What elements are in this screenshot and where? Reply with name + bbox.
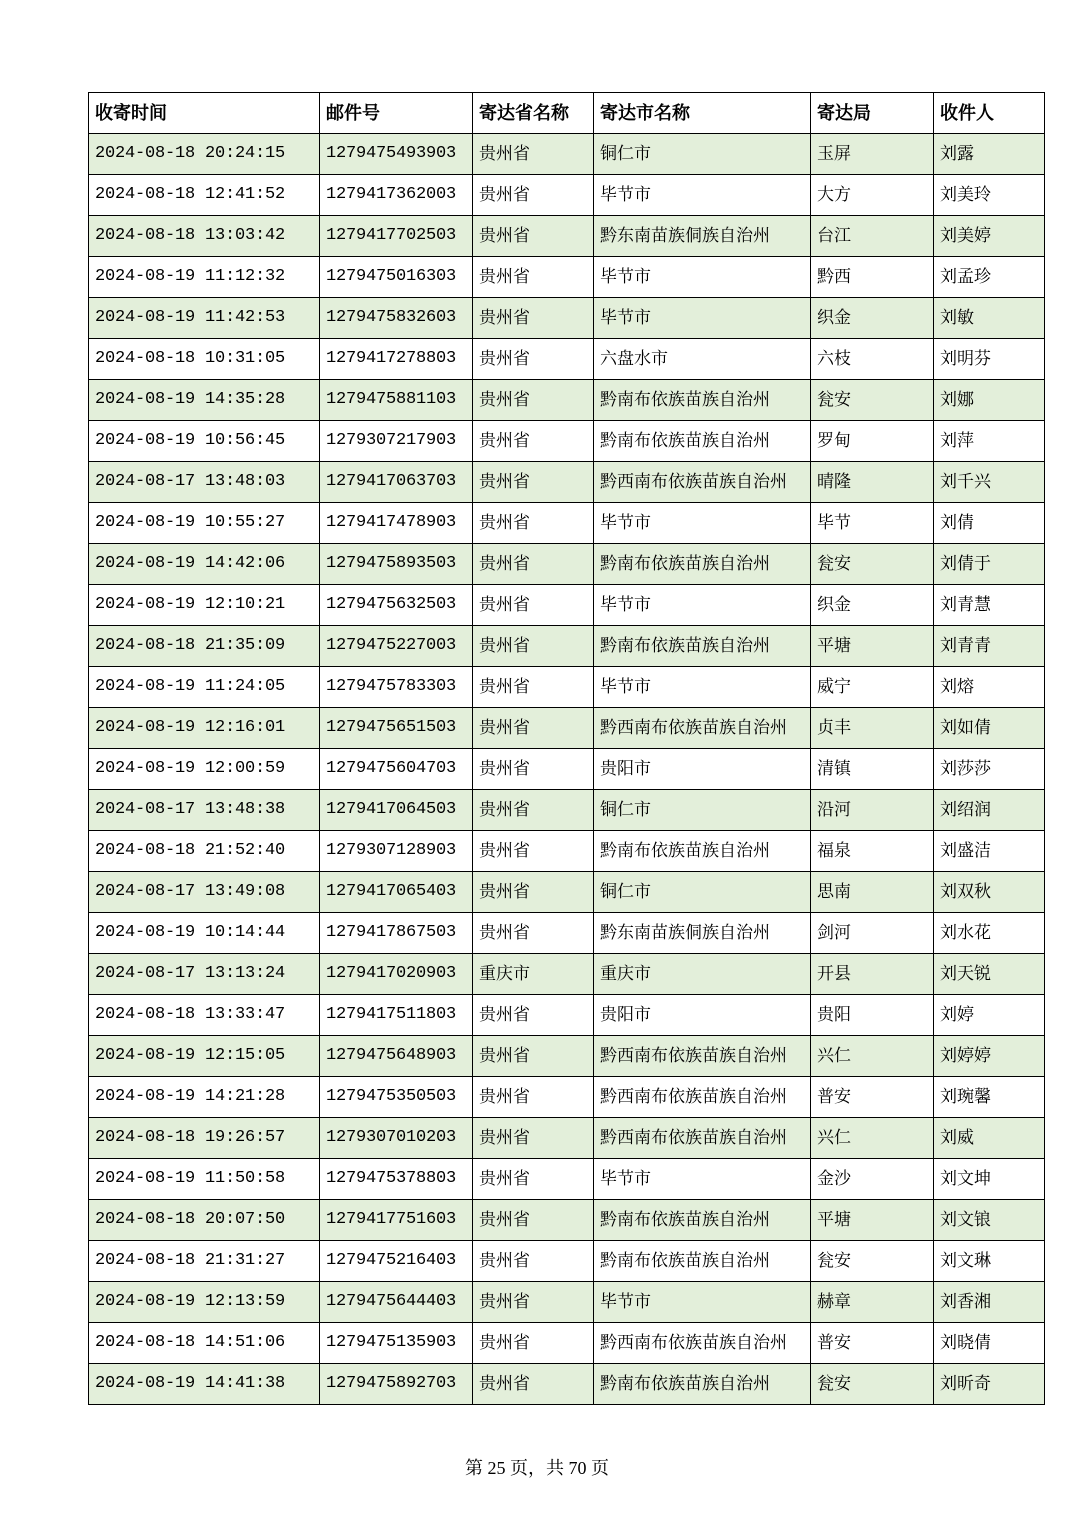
cell-city: 黔西南布依族苗族自治州	[594, 1323, 811, 1364]
column-header-delivery-bureau: 寄达局	[811, 93, 934, 134]
table-row	[89, 585, 1045, 626]
cell-city: 黔西南布依族苗族自治州	[594, 1077, 811, 1118]
cell-mail-number: 1279417064503	[320, 790, 473, 831]
cell-receive-time: 2024-08-19 14:35:28	[89, 380, 320, 421]
cell-mail-number: 1279307217903	[320, 421, 473, 462]
cell-city: 毕节市	[594, 667, 811, 708]
cell-city: 毕节市	[594, 298, 811, 339]
cell-recipient: 刘倩	[934, 503, 1045, 544]
cell-mail-number: 1279417867503	[320, 913, 473, 954]
table-row	[89, 1036, 1045, 1077]
cell-delivery-bureau: 普安	[811, 1323, 934, 1364]
table-row	[89, 175, 1045, 216]
cell-mail-number: 1279417020903	[320, 954, 473, 995]
cell-province: 贵州省	[473, 1077, 594, 1118]
column-header-city: 寄达市名称	[594, 93, 811, 134]
cell-recipient: 刘如倩	[934, 708, 1045, 749]
cell-mail-number: 1279475892703	[320, 1364, 473, 1405]
cell-recipient: 刘美婷	[934, 216, 1045, 257]
table-row	[89, 1077, 1045, 1118]
cell-mail-number: 1279307010203	[320, 1118, 473, 1159]
cell-city: 毕节市	[594, 1282, 811, 1323]
table-row	[89, 421, 1045, 462]
cell-delivery-bureau: 普安	[811, 1077, 934, 1118]
cell-city: 重庆市	[594, 954, 811, 995]
cell-mail-number: 1279475350503	[320, 1077, 473, 1118]
table-row	[89, 872, 1045, 913]
cell-city: 黔南布依族苗族自治州	[594, 421, 811, 462]
cell-province: 贵州省	[473, 503, 594, 544]
cell-province: 贵州省	[473, 380, 594, 421]
cell-province: 重庆市	[473, 954, 594, 995]
table-row	[89, 503, 1045, 544]
table-row	[89, 913, 1045, 954]
cell-mail-number: 1279417362003	[320, 175, 473, 216]
cell-receive-time: 2024-08-19 11:42:53	[89, 298, 320, 339]
cell-province: 贵州省	[473, 1282, 594, 1323]
table-header-row	[89, 93, 1045, 134]
cell-province: 贵州省	[473, 1036, 594, 1077]
cell-province: 贵州省	[473, 708, 594, 749]
cell-province: 贵州省	[473, 585, 594, 626]
cell-province: 贵州省	[473, 421, 594, 462]
table-row	[89, 380, 1045, 421]
cell-receive-time: 2024-08-19 12:13:59	[89, 1282, 320, 1323]
cell-city: 六盘水市	[594, 339, 811, 380]
cell-mail-number: 1279417702503	[320, 216, 473, 257]
cell-receive-time: 2024-08-19 14:21:28	[89, 1077, 320, 1118]
cell-receive-time: 2024-08-19 11:24:05	[89, 667, 320, 708]
cell-delivery-bureau: 黔西	[811, 257, 934, 298]
cell-recipient: 刘美玲	[934, 175, 1045, 216]
cell-receive-time: 2024-08-17 13:48:38	[89, 790, 320, 831]
cell-mail-number: 1279475832603	[320, 298, 473, 339]
cell-mail-number: 1279475016303	[320, 257, 473, 298]
cell-mail-number: 1279475783303	[320, 667, 473, 708]
cell-delivery-bureau: 台江	[811, 216, 934, 257]
cell-city: 黔西南布依族苗族自治州	[594, 1036, 811, 1077]
table-row	[89, 790, 1045, 831]
cell-province: 贵州省	[473, 1159, 594, 1200]
cell-delivery-bureau: 瓮安	[811, 1364, 934, 1405]
column-header-mail-number: 邮件号	[320, 93, 473, 134]
cell-province: 贵州省	[473, 1364, 594, 1405]
cell-delivery-bureau: 贵阳	[811, 995, 934, 1036]
cell-delivery-bureau: 平塘	[811, 1200, 934, 1241]
cell-receive-time: 2024-08-19 10:14:44	[89, 913, 320, 954]
cell-delivery-bureau: 瓮安	[811, 1241, 934, 1282]
cell-mail-number: 1279475651503	[320, 708, 473, 749]
cell-recipient: 刘威	[934, 1118, 1045, 1159]
table-row	[89, 216, 1045, 257]
cell-mail-number: 1279417478903	[320, 503, 473, 544]
cell-mail-number: 1279475493903	[320, 134, 473, 175]
cell-delivery-bureau: 剑河	[811, 913, 934, 954]
cell-recipient: 刘青青	[934, 626, 1045, 667]
cell-receive-time: 2024-08-18 20:07:50	[89, 1200, 320, 1241]
cell-city: 黔南布依族苗族自治州	[594, 1241, 811, 1282]
cell-mail-number: 1279475135903	[320, 1323, 473, 1364]
cell-mail-number: 1279475227003	[320, 626, 473, 667]
cell-recipient: 刘天锐	[934, 954, 1045, 995]
cell-mail-number: 1279307128903	[320, 831, 473, 872]
cell-delivery-bureau: 思南	[811, 872, 934, 913]
cell-province: 贵州省	[473, 1241, 594, 1282]
cell-delivery-bureau: 大方	[811, 175, 934, 216]
cell-mail-number: 1279475378803	[320, 1159, 473, 1200]
cell-recipient: 刘婷	[934, 995, 1045, 1036]
table-row	[89, 708, 1045, 749]
table-header	[89, 93, 1045, 134]
cell-recipient: 刘盛洁	[934, 831, 1045, 872]
cell-province: 贵州省	[473, 667, 594, 708]
cell-receive-time: 2024-08-18 14:51:06	[89, 1323, 320, 1364]
cell-receive-time: 2024-08-18 21:52:40	[89, 831, 320, 872]
cell-province: 贵州省	[473, 544, 594, 585]
cell-recipient: 刘娜	[934, 380, 1045, 421]
cell-delivery-bureau: 毕节	[811, 503, 934, 544]
cell-recipient: 刘水花	[934, 913, 1045, 954]
cell-city: 贵阳市	[594, 995, 811, 1036]
cell-province: 贵州省	[473, 175, 594, 216]
cell-city: 铜仁市	[594, 134, 811, 175]
cell-city: 毕节市	[594, 585, 811, 626]
cell-receive-time: 2024-08-19 12:10:21	[89, 585, 320, 626]
cell-receive-time: 2024-08-18 13:33:47	[89, 995, 320, 1036]
cell-recipient: 刘琬馨	[934, 1077, 1045, 1118]
table-row	[89, 995, 1045, 1036]
table-row	[89, 667, 1045, 708]
cell-delivery-bureau: 玉屏	[811, 134, 934, 175]
cell-recipient: 刘香湘	[934, 1282, 1045, 1323]
cell-receive-time: 2024-08-19 14:42:06	[89, 544, 320, 585]
cell-receive-time: 2024-08-19 11:12:32	[89, 257, 320, 298]
table-row	[89, 462, 1045, 503]
cell-city: 黔南布依族苗族自治州	[594, 380, 811, 421]
cell-province: 贵州省	[473, 831, 594, 872]
cell-receive-time: 2024-08-19 12:16:01	[89, 708, 320, 749]
cell-mail-number: 1279417065403	[320, 872, 473, 913]
cell-mail-number: 1279417751603	[320, 1200, 473, 1241]
cell-province: 贵州省	[473, 134, 594, 175]
cell-recipient: 刘孟珍	[934, 257, 1045, 298]
cell-province: 贵州省	[473, 749, 594, 790]
cell-city: 毕节市	[594, 257, 811, 298]
cell-receive-time: 2024-08-18 10:31:05	[89, 339, 320, 380]
cell-city: 黔南布依族苗族自治州	[594, 626, 811, 667]
table-row	[89, 1241, 1045, 1282]
table-row	[89, 954, 1045, 995]
cell-delivery-bureau: 兴仁	[811, 1036, 934, 1077]
cell-province: 贵州省	[473, 872, 594, 913]
cell-mail-number: 1279417511803	[320, 995, 473, 1036]
cell-recipient: 刘绍润	[934, 790, 1045, 831]
cell-province: 贵州省	[473, 790, 594, 831]
cell-recipient: 刘露	[934, 134, 1045, 175]
cell-delivery-bureau: 开县	[811, 954, 934, 995]
cell-delivery-bureau: 平塘	[811, 626, 934, 667]
table-body	[89, 134, 1045, 1405]
cell-recipient: 刘莎莎	[934, 749, 1045, 790]
cell-city: 毕节市	[594, 175, 811, 216]
cell-recipient: 刘婷婷	[934, 1036, 1045, 1077]
cell-delivery-bureau: 瓮安	[811, 380, 934, 421]
cell-mail-number: 1279417278803	[320, 339, 473, 380]
cell-recipient: 刘倩于	[934, 544, 1045, 585]
cell-province: 贵州省	[473, 339, 594, 380]
cell-delivery-bureau: 兴仁	[811, 1118, 934, 1159]
cell-recipient: 刘敏	[934, 298, 1045, 339]
cell-receive-time: 2024-08-19 10:55:27	[89, 503, 320, 544]
cell-city: 黔西南布依族苗族自治州	[594, 1118, 811, 1159]
cell-province: 贵州省	[473, 995, 594, 1036]
cell-recipient: 刘昕奇	[934, 1364, 1045, 1405]
cell-recipient: 刘文坤	[934, 1159, 1045, 1200]
cell-delivery-bureau: 清镇	[811, 749, 934, 790]
table-row	[89, 1323, 1045, 1364]
table-row	[89, 749, 1045, 790]
cell-receive-time: 2024-08-18 21:31:27	[89, 1241, 320, 1282]
cell-delivery-bureau: 福泉	[811, 831, 934, 872]
table-row	[89, 1159, 1045, 1200]
cell-province: 贵州省	[473, 257, 594, 298]
cell-city: 铜仁市	[594, 872, 811, 913]
cell-delivery-bureau: 威宁	[811, 667, 934, 708]
cell-receive-time: 2024-08-19 12:15:05	[89, 1036, 320, 1077]
cell-receive-time: 2024-08-18 21:35:09	[89, 626, 320, 667]
cell-province: 贵州省	[473, 462, 594, 503]
table-row	[89, 339, 1045, 380]
cell-delivery-bureau: 织金	[811, 298, 934, 339]
cell-city: 黔南布依族苗族自治州	[594, 544, 811, 585]
column-header-receive-time: 收寄时间	[89, 93, 320, 134]
cell-province: 贵州省	[473, 1323, 594, 1364]
cell-recipient: 刘双秋	[934, 872, 1045, 913]
table-row	[89, 1200, 1045, 1241]
cell-city: 铜仁市	[594, 790, 811, 831]
cell-city: 黔西南布依族苗族自治州	[594, 462, 811, 503]
cell-city: 黔南布依族苗族自治州	[594, 1200, 811, 1241]
table-row	[89, 544, 1045, 585]
page-footer: 第 25 页，共 70 页	[465, 1458, 609, 1478]
cell-mail-number: 1279417063703	[320, 462, 473, 503]
cell-delivery-bureau: 贞丰	[811, 708, 934, 749]
column-header-province: 寄达省名称	[473, 93, 594, 134]
cell-mail-number: 1279475604703	[320, 749, 473, 790]
cell-delivery-bureau: 赫章	[811, 1282, 934, 1323]
cell-recipient: 刘文锒	[934, 1200, 1045, 1241]
cell-city: 贵阳市	[594, 749, 811, 790]
cell-mail-number: 1279475881103	[320, 380, 473, 421]
table-row	[89, 1282, 1045, 1323]
cell-city: 黔东南苗族侗族自治州	[594, 913, 811, 954]
cell-province: 贵州省	[473, 913, 594, 954]
cell-province: 贵州省	[473, 1200, 594, 1241]
cell-mail-number: 1279475632503	[320, 585, 473, 626]
cell-recipient: 刘千兴	[934, 462, 1045, 503]
cell-receive-time: 2024-08-19 10:56:45	[89, 421, 320, 462]
cell-recipient: 刘萍	[934, 421, 1045, 462]
cell-receive-time: 2024-08-19 11:50:58	[89, 1159, 320, 1200]
table-row	[89, 134, 1045, 175]
cell-receive-time: 2024-08-18 12:41:52	[89, 175, 320, 216]
cell-city: 黔南布依族苗族自治州	[594, 1364, 811, 1405]
cell-delivery-bureau: 晴隆	[811, 462, 934, 503]
cell-delivery-bureau: 沿河	[811, 790, 934, 831]
table-row	[89, 1118, 1045, 1159]
cell-receive-time: 2024-08-17 13:48:03	[89, 462, 320, 503]
table-row	[89, 626, 1045, 667]
cell-recipient: 刘文琳	[934, 1241, 1045, 1282]
table-row	[89, 1364, 1045, 1405]
cell-recipient: 刘晓倩	[934, 1323, 1045, 1364]
cell-city: 黔西南布依族苗族自治州	[594, 708, 811, 749]
mail-records-table	[88, 92, 1045, 1405]
cell-delivery-bureau: 瓮安	[811, 544, 934, 585]
cell-delivery-bureau: 织金	[811, 585, 934, 626]
cell-mail-number: 1279475644403	[320, 1282, 473, 1323]
table-row	[89, 831, 1045, 872]
cell-mail-number: 1279475648903	[320, 1036, 473, 1077]
cell-delivery-bureau: 六枝	[811, 339, 934, 380]
cell-receive-time: 2024-08-18 19:26:57	[89, 1118, 320, 1159]
cell-recipient: 刘明芬	[934, 339, 1045, 380]
cell-delivery-bureau: 罗甸	[811, 421, 934, 462]
cell-receive-time: 2024-08-18 13:03:42	[89, 216, 320, 257]
cell-province: 贵州省	[473, 298, 594, 339]
cell-delivery-bureau: 金沙	[811, 1159, 934, 1200]
cell-city: 毕节市	[594, 503, 811, 544]
cell-receive-time: 2024-08-17 13:13:24	[89, 954, 320, 995]
cell-city: 毕节市	[594, 1159, 811, 1200]
cell-province: 贵州省	[473, 216, 594, 257]
cell-mail-number: 1279475216403	[320, 1241, 473, 1282]
column-header-recipient: 收件人	[934, 93, 1045, 134]
cell-province: 贵州省	[473, 626, 594, 667]
cell-mail-number: 1279475893503	[320, 544, 473, 585]
cell-city: 黔东南苗族侗族自治州	[594, 216, 811, 257]
cell-receive-time: 2024-08-18 20:24:15	[89, 134, 320, 175]
cell-receive-time: 2024-08-19 14:41:38	[89, 1364, 320, 1405]
cell-city: 黔南布依族苗族自治州	[594, 831, 811, 872]
cell-province: 贵州省	[473, 1118, 594, 1159]
table-row	[89, 298, 1045, 339]
cell-recipient: 刘熔	[934, 667, 1045, 708]
table-row	[89, 257, 1045, 298]
cell-receive-time: 2024-08-19 12:00:59	[89, 749, 320, 790]
cell-receive-time: 2024-08-17 13:49:08	[89, 872, 320, 913]
cell-recipient: 刘青慧	[934, 585, 1045, 626]
